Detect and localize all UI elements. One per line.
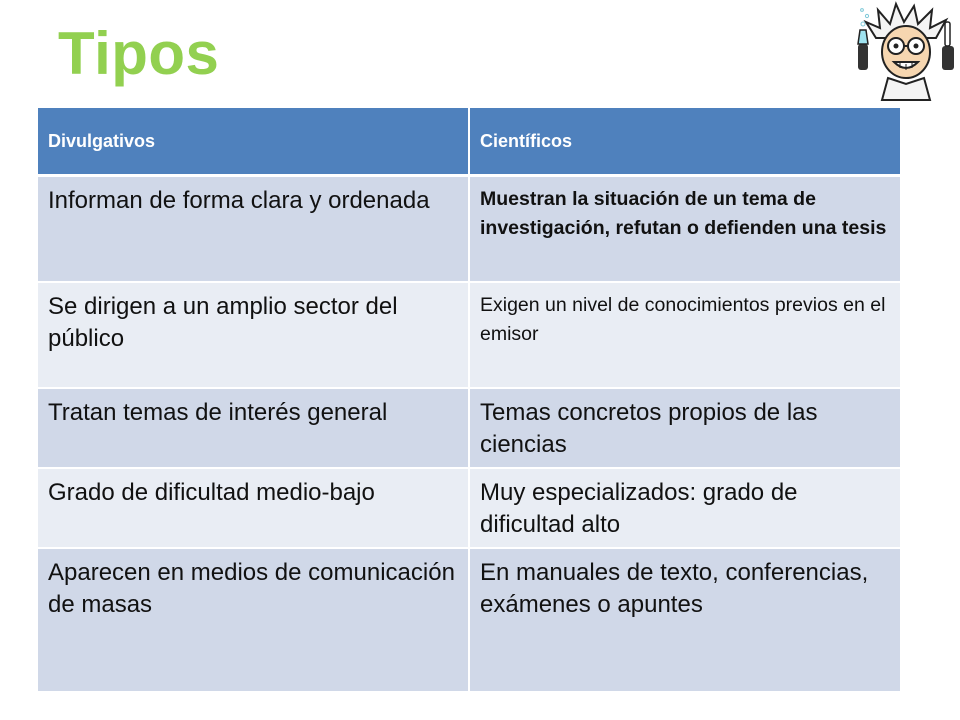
- table-cell: Se dirigen a un amplio sector del público: [38, 282, 469, 388]
- table-row: [38, 548, 901, 692]
- table-cell: Tratan temas de interés general: [38, 388, 469, 468]
- table-row: [38, 388, 901, 468]
- column-header-cientificos: Científicos: [469, 108, 901, 176]
- table-cell: Informan de forma clara y ordenada: [38, 176, 469, 282]
- column-header-divulgativos: Divulgativos: [38, 108, 469, 176]
- mad-scientist-icon: [848, 0, 960, 104]
- slide-title: Tipos: [58, 20, 220, 87]
- table-cell: Exigen un nivel de conocimientos previos en el emisor: [469, 282, 901, 388]
- table-cell: Temas concretos propios de las ciencias: [469, 388, 901, 468]
- table-row: [38, 176, 901, 282]
- table-cell: Aparecen en medios de comunicación de masas: [38, 548, 469, 692]
- table-cell: Grado de dificultad medio-bajo: [38, 468, 469, 548]
- comparison-table: [38, 108, 902, 693]
- table-header-row: [38, 108, 901, 176]
- table-row: [38, 468, 901, 548]
- table-row: [38, 282, 901, 388]
- table-cell: En manuales de texto, conferencias, exámenes o apuntes: [469, 548, 901, 692]
- table-cell: Muy especializados: grado de dificultad alto: [469, 468, 901, 548]
- table-cell: Muestran la situación de un tema de investigación, refutan o defienden una tesis: [469, 176, 901, 282]
